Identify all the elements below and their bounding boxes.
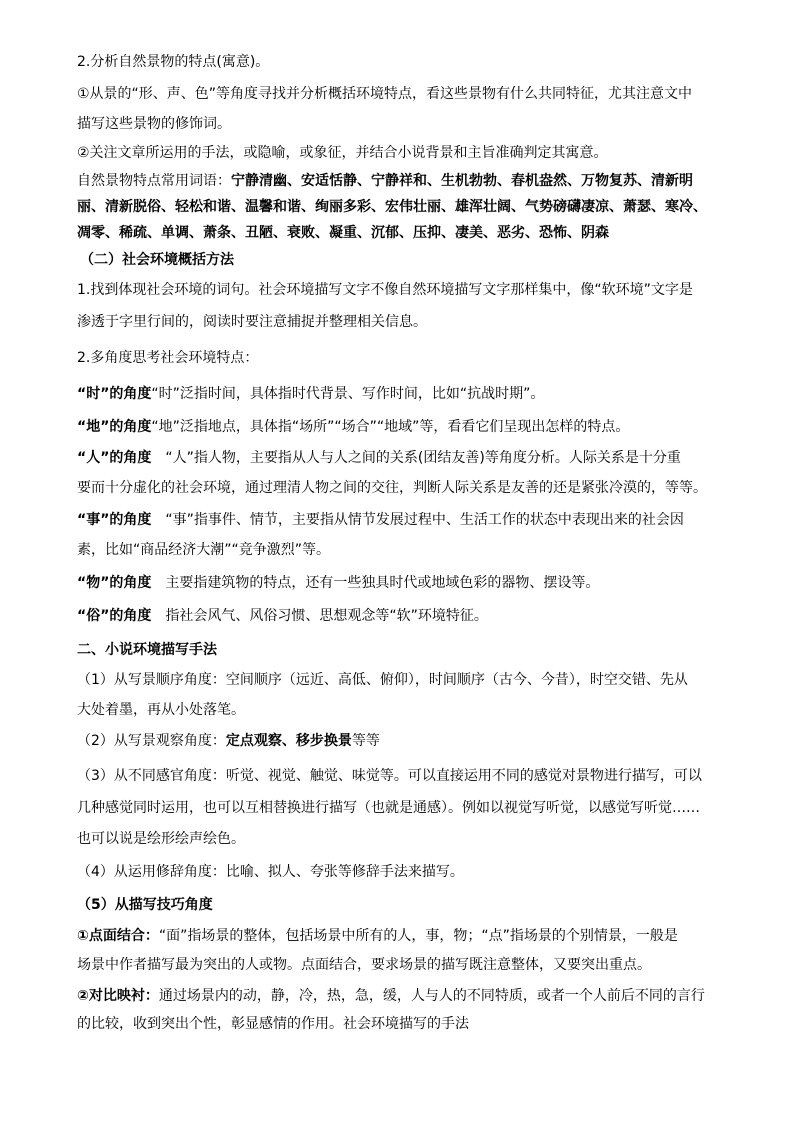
text-line (77, 448, 737, 468)
text-line (77, 114, 737, 134)
text-line (77, 143, 737, 163)
bold-text-span: 二、小说环境描写手法 (77, 642, 217, 658)
bold-text-span: 宁静清幽、安适恬静、宁静祥和、生机勃勃、春机盎然、万物复苏、清新明 (231, 173, 693, 189)
text-span: 等等 (351, 733, 380, 749)
text-line (77, 926, 737, 946)
text-line (77, 417, 737, 437)
text-span: 的比较，收到突出个性，彰显感情的作用。社会环境描写的手法 (77, 1016, 469, 1032)
bold-text-span: “事”的角度 (77, 512, 152, 528)
bold-text-span: ①点面结合： (77, 928, 159, 944)
text-span: （2）从写景观察角度： (77, 733, 226, 749)
text-span: （3）从不同感官角度：听觉、视觉、触觉、味觉等。可以直接运用不同的感觉对景物进行描写，可以 (77, 768, 702, 784)
bold-text-span: “人”的角度 (77, 450, 152, 466)
text-span: 大处着墨，再从小处落笔。 (77, 702, 245, 718)
text-span: ①从景的“形、声、色”等角度寻找并分析概括环境特点，看这些景物有什么共同特征，尤其注意文中 (77, 86, 693, 102)
text-span: 几种感觉同时运用，也可以互相替换进行描写（也就是通感）。例如以视觉写听觉，以感觉写听觉…… (77, 800, 700, 816)
bold-text-span: （二）社会环境概括方法 (80, 252, 234, 268)
text-line (77, 700, 737, 720)
text-line (77, 829, 737, 849)
text-line (77, 384, 737, 404)
bold-text-span: 凋零、稀疏、单调、萧条、丑陋、衰败、凝重、沉郁、压抑、凄美、恶劣、恐怖、阴森 (77, 225, 609, 241)
bold-text-span: 丽、清新脱俗、轻松和谐、温馨和谐、绚丽多彩、宏伟壮丽、雄浑壮阔、气势磅礴凄凉、萧瑟、寒冷、 (77, 199, 707, 215)
text-span: 指社会风气、风俗习惯、思想观念等“软”环境特征。 (151, 608, 488, 624)
text-span: 要而十分虚化的社会环境，通过理清人物之间的交往，判断人际关系是友善的还是紧张冷漠的，等等。 (77, 480, 707, 496)
text-span: 描写这些景物的修饰词。 (77, 116, 231, 132)
text-line (77, 1014, 737, 1034)
text-span: （4）从运用修辞角度：比喻、拟人、夸张等修辞手法来描写。 (77, 864, 464, 880)
text-line (77, 640, 737, 660)
text-span: 通过场景内的动，静，冷，热，急，缓，人与人的不同特质，或者一个人前后不同的言行 (158, 988, 705, 1004)
text-line (77, 573, 737, 593)
bold-text-span: “时”的角度 (77, 386, 152, 402)
text-line (77, 895, 737, 915)
text-line (77, 731, 737, 751)
text-span: （1）从写景顺序角度：空间顺序（远近、高低、俯仰），时间顺序（古今、今昔），时空交错、先从 (77, 672, 688, 688)
text-line (77, 171, 737, 191)
text-line (77, 84, 737, 104)
text-line (77, 478, 737, 498)
bold-text-span: ②对比映衬： (77, 988, 159, 1004)
text-line (77, 197, 737, 217)
bold-text-span: 定点观察、移步换景 (225, 733, 352, 749)
text-line (77, 280, 737, 300)
text-line (77, 766, 737, 786)
text-line (77, 606, 737, 626)
text-line (77, 798, 737, 818)
bold-text-span: “地”的角度 (77, 419, 152, 435)
text-span: 场景中作者描写最为突出的人或物。点面结合，要求场景的描写既注意整体，又要突出重点。 (77, 957, 651, 973)
text-span: 2.分析自然景物的特点(寓意)。 (77, 54, 270, 70)
text-span: 素，比如“商品经济大潮”“竞争激烈”等。 (77, 542, 331, 558)
text-span: 自然景物特点常用词语： (77, 173, 231, 189)
text-line (77, 348, 737, 368)
bold-text-span: “俗”的角度 (77, 608, 152, 624)
text-line (77, 986, 737, 1006)
text-line (77, 510, 737, 530)
text-span: 也可以说是绘形绘声绘色。 (77, 831, 245, 847)
text-line (77, 862, 737, 882)
text-line (77, 540, 737, 560)
text-line (77, 955, 737, 975)
text-span: “时”泛指时间，具体指时代背景、写作时间，比如“抗战时期”。 (151, 386, 545, 402)
text-span: 2.多角度思考社会环境特点： (77, 350, 259, 366)
text-span: 1.找到体现社会环境的词句。社会环境描写文字不像自然环境描写文字那样集中，像“软环境”文字是 (77, 282, 693, 298)
text-line (77, 223, 737, 243)
text-line (80, 250, 740, 270)
text-span: ②关注文章所运用的手法，或隐喻，或象征，并结合小说背景和主旨准确判定其寓意。 (77, 145, 608, 161)
bold-text-span: （5）从描写技巧角度 (77, 897, 213, 913)
bold-text-span: “物”的角度 (77, 575, 152, 591)
text-span: “地”泛指地点，具体指“场所”“场合”“地域”等，看看它们呈现出怎样的特点。 (151, 419, 630, 435)
text-span: “事”指事件、情节，主要指从情节发展过程中、生活工作的状态中表现出来的社会因 (151, 512, 684, 528)
text-line (77, 312, 737, 332)
text-span: “面”指场景的整体，包括场景中所有的人，事，物；“点”指场景的个别情景，一般是 (158, 928, 678, 944)
text-line (77, 670, 737, 690)
text-line (77, 52, 737, 72)
text-span: 渗透于字里行间的，阅读时要注意捕捉并整理相关信息。 (77, 314, 427, 330)
text-span: 主要指建筑物的特点，还有一些独具时代或地域色彩的器物、摆设等。 (151, 575, 600, 591)
text-span: “人”指人物，主要指从人与人之间的关系(团结友善)等角度分析。人际关系是十分重 (151, 450, 681, 466)
